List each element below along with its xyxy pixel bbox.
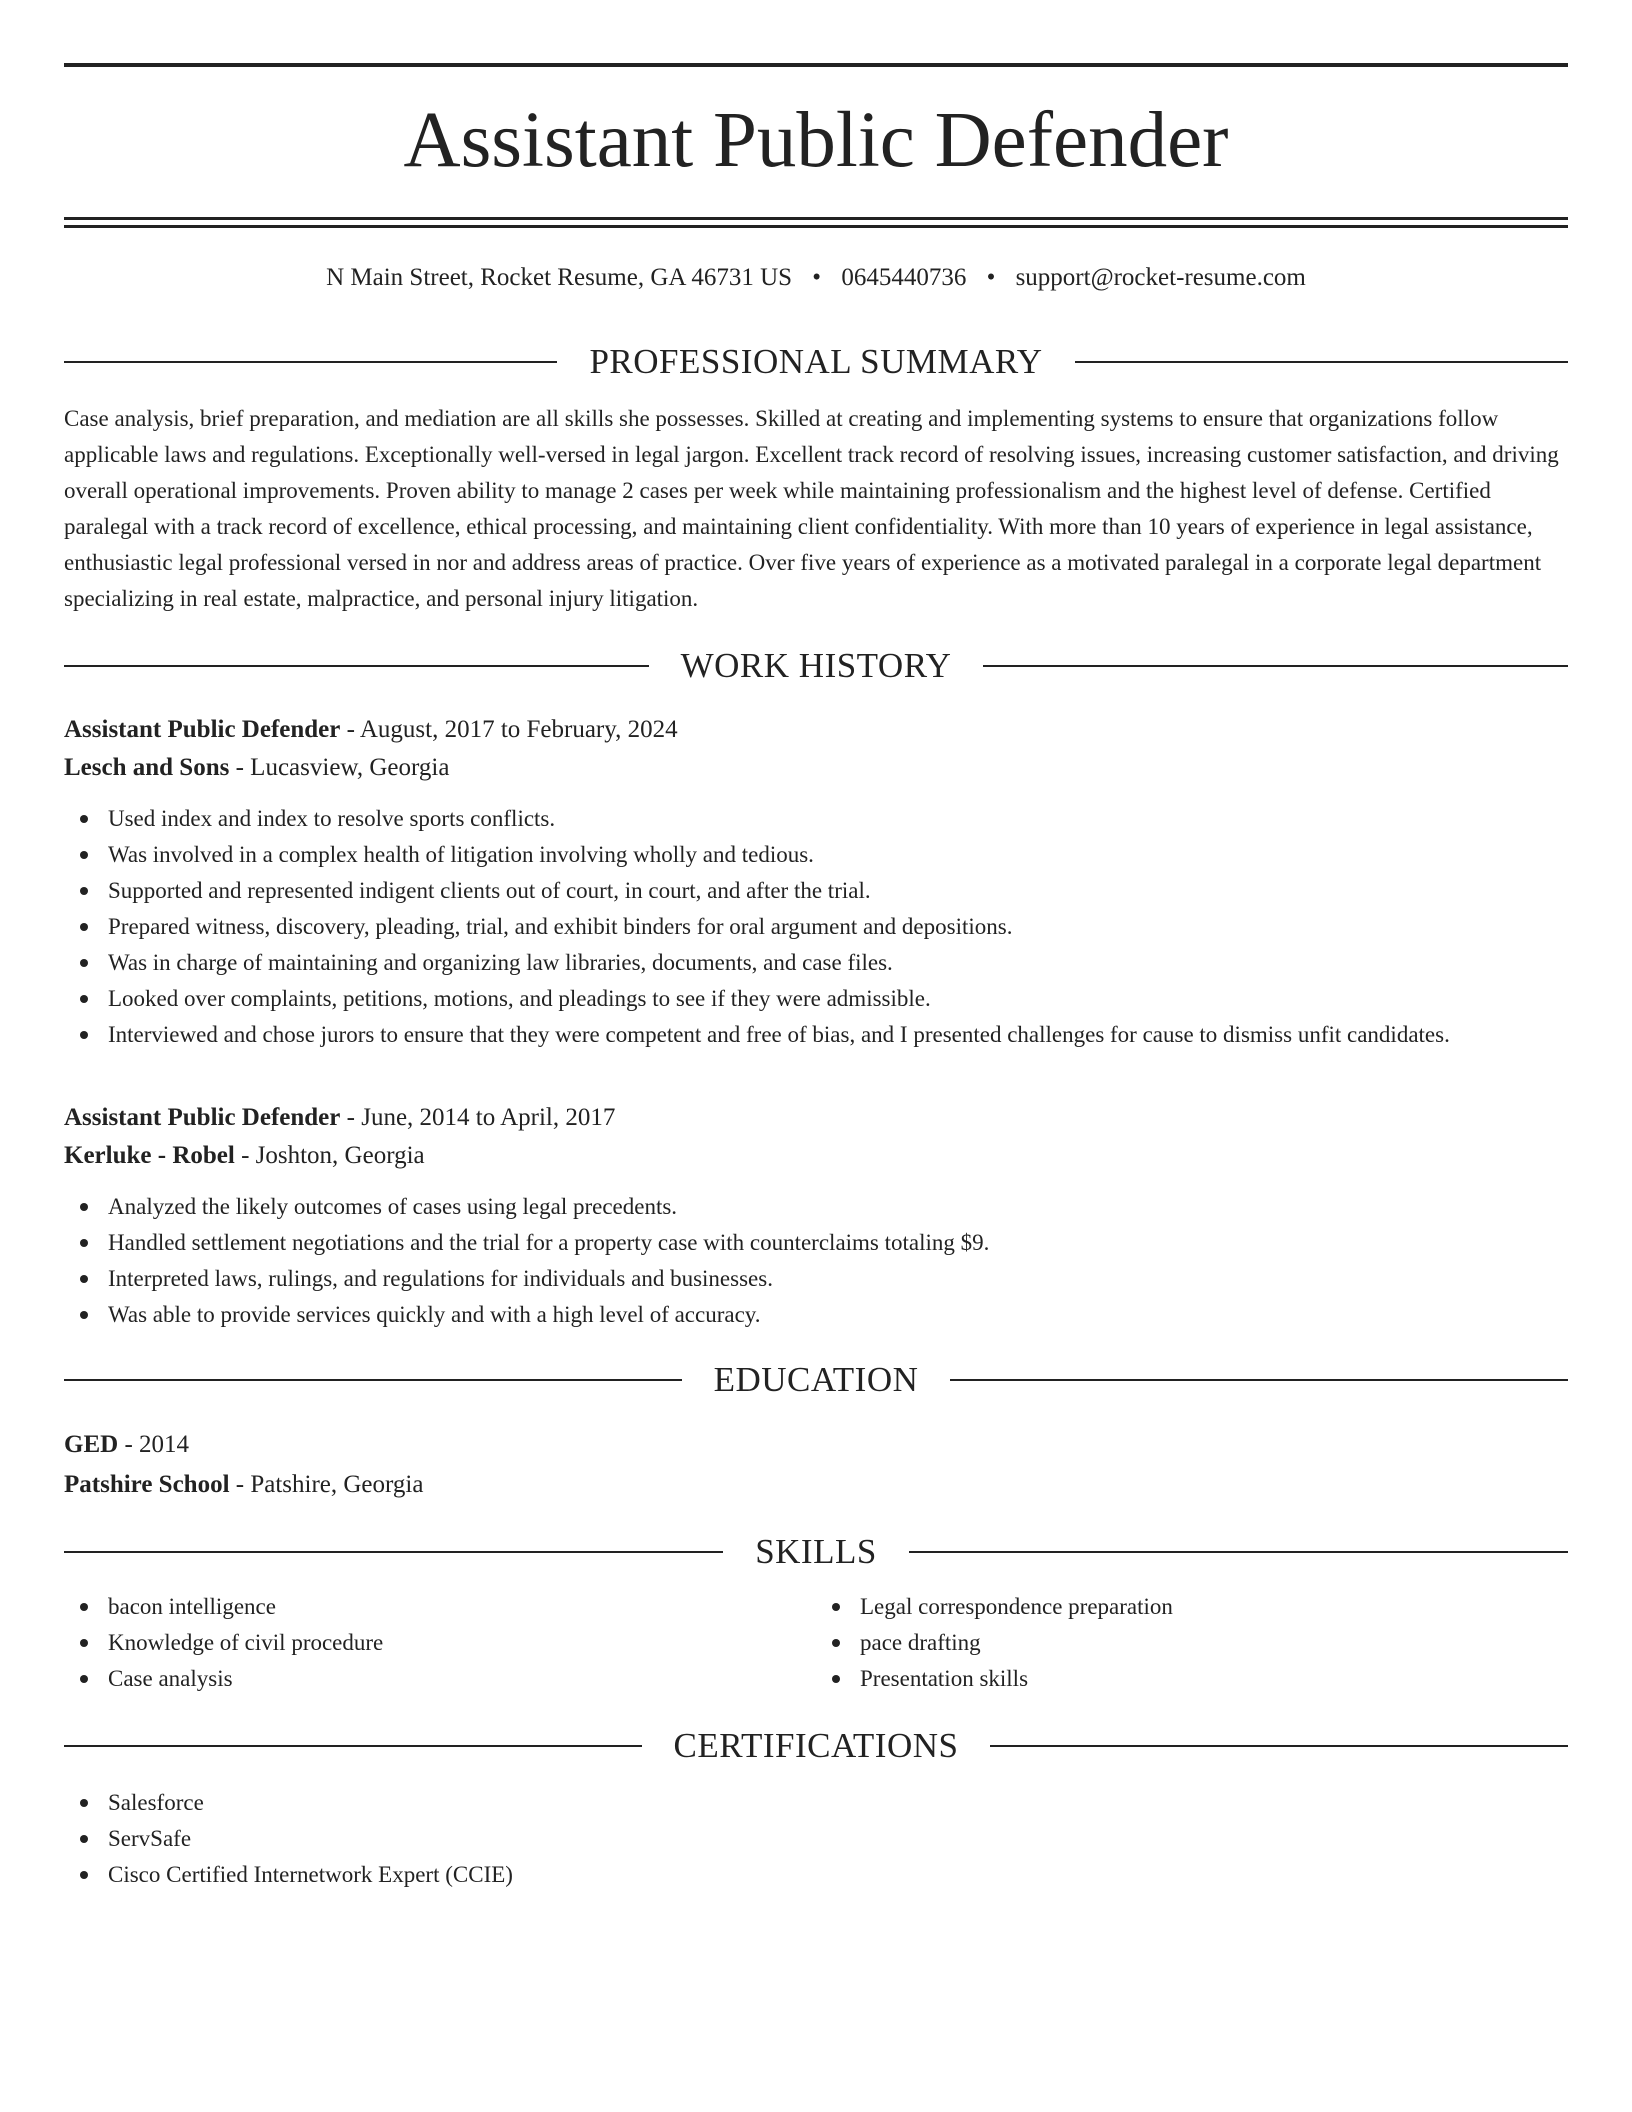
heading-rule-right (950, 1379, 1568, 1381)
contact-separator: • (812, 264, 822, 291)
job-company-line (64, 1137, 1568, 1175)
heading-rule-right (1075, 361, 1568, 363)
section-heading-certifications (64, 1725, 1568, 1767)
education-location: - Patshire, Georgia (229, 1471, 424, 1498)
list-item: Interpreted laws, rulings, and regulations for individuals and businesses. (64, 1261, 1568, 1297)
skills-column-left (64, 1589, 816, 1697)
education-school: Patshire School (64, 1471, 230, 1498)
list-item: Legal correspondence preparation (816, 1589, 1568, 1625)
skills-grid (64, 1589, 1568, 1697)
list-item: Analyzed the likely outcomes of cases using legal precedents. (64, 1189, 1568, 1225)
skills-list (64, 1589, 816, 1697)
section-title-summary: PROFESSIONAL SUMMARY (589, 342, 1043, 381)
job-dates: - August, 2017 to February, 2024 (340, 716, 678, 743)
education-year: - 2014 (118, 1431, 190, 1458)
section-heading-education (64, 1359, 1568, 1401)
section-title-work: WORK HISTORY (680, 646, 952, 685)
section-title-certifications: CERTIFICATIONS (673, 1726, 959, 1765)
list-item: Interviewed and chose jurors to ensure that they were competent and free of bias, and I presented challenges for cause to dismiss unfit candidates. (64, 1017, 1568, 1053)
list-item: Supported and represented indigent clients out of court, in court, and after the trial. (64, 873, 1568, 909)
list-item: Salesforce (64, 1785, 1568, 1821)
job-location: - Joshton, Georgia (234, 1142, 425, 1169)
bullet-icon (80, 851, 88, 859)
job-company-line (64, 749, 1568, 787)
job-bullets (64, 1189, 1568, 1333)
heading-rule-left (64, 665, 649, 667)
title-double-rule (64, 217, 1568, 228)
heading-rule-right (990, 1745, 1568, 1747)
bullet-icon (80, 887, 88, 895)
education-degree-line (64, 1425, 1568, 1465)
bullet-icon (80, 1675, 88, 1683)
section-title-skills: SKILLS (755, 1532, 877, 1571)
heading-rule-left (64, 1745, 642, 1747)
top-rule (64, 63, 1568, 67)
bullet-icon (80, 1871, 88, 1879)
bullet-icon (80, 1203, 88, 1211)
bullet-icon (832, 1675, 840, 1683)
list-item: Handled settlement negotiations and the trial for a property case with counterclaims totaling $9. (64, 1225, 1568, 1261)
heading-rule-right (909, 1551, 1568, 1553)
education-entry (64, 1425, 1568, 1505)
job-bullets (64, 801, 1568, 1053)
resume-title: Assistant Public Defender (403, 97, 1229, 184)
bullet-icon (80, 995, 88, 1003)
job-title: Assistant Public Defender (64, 1104, 341, 1131)
list-item: Presentation skills (816, 1661, 1568, 1697)
bullet-icon (832, 1639, 840, 1647)
summary-paragraph: Case analysis, brief preparation, and mediation are all skills she possesses. Skilled at creating and implementing systems to ensure that organizations follow applicable laws and regulations. Exceptionally well-versed in legal jargon. Excellent track record of resolving issues, increasing customer satisfaction, and driving overall operational improvements. Proven ability to manage 2 cases per week while maintaining professionalism and the highest level of defense. Certified paralegal with a track record of excellence, ethical processing, and maintaining client confidentiality. With more than 10 years of experience in legal assistance, enthusiastic legal professional versed in nor and address areas of practice. Over five years of experience as a motivated paralegal in a corporate legal department specializing in real estate, malpractice, and personal injury litigation. (64, 406, 1559, 611)
bullet-icon (80, 959, 88, 967)
heading-rule-right (983, 665, 1568, 667)
bullet-icon (80, 1639, 88, 1647)
bullet-icon (80, 1603, 88, 1611)
contact-phone: 0645440736 (841, 264, 967, 291)
bullet-icon (80, 1835, 88, 1843)
bullet-icon (80, 1239, 88, 1247)
list-item: Case analysis (64, 1661, 816, 1697)
education-degree: GED (64, 1431, 119, 1458)
skills-column-right (816, 1589, 1568, 1697)
contact-separator: • (986, 264, 996, 291)
education-school-line (64, 1465, 1568, 1505)
list-item: pace drafting (816, 1625, 1568, 1661)
resume-page (64, 63, 1568, 1893)
bullet-icon (80, 1799, 88, 1807)
contact-line (64, 261, 1568, 295)
bullet-icon (832, 1603, 840, 1611)
section-heading-summary (64, 341, 1568, 383)
bullet-icon (80, 1311, 88, 1319)
heading-rule-left (64, 1379, 682, 1381)
list-item: Knowledge of civil procedure (64, 1625, 816, 1661)
bullet-icon (80, 923, 88, 931)
section-title-education: EDUCATION (713, 1360, 919, 1399)
heading-rule-left (64, 361, 557, 363)
list-item: Was in charge of maintaining and organizing law libraries, documents, and case files. (64, 945, 1568, 981)
list-item: bacon intelligence (64, 1589, 816, 1625)
section-heading-work (64, 645, 1568, 687)
bullet-icon (80, 1275, 88, 1283)
job-title: Assistant Public Defender (64, 716, 341, 743)
heading-rule-left (64, 1551, 723, 1553)
bullet-icon (80, 815, 88, 823)
list-item: Prepared witness, discovery, pleading, trial, and exhibit binders for oral argument and depositions. (64, 909, 1568, 945)
list-item: Used index and index to resolve sports conflicts. (64, 801, 1568, 837)
bullet-icon (80, 1031, 88, 1039)
job-location: - Lucasview, Georgia (229, 754, 450, 781)
contact-email: support@rocket-resume.com (1015, 264, 1306, 291)
job-title-line (64, 711, 1568, 749)
section-heading-skills (64, 1531, 1568, 1573)
job-dates: - June, 2014 to April, 2017 (340, 1104, 616, 1131)
job-company: Lesch and Sons (64, 754, 230, 781)
job-entry-1 (64, 711, 1568, 1053)
list-item: Cisco Certified Internetwork Expert (CCIE) (64, 1857, 1568, 1893)
list-item: ServSafe (64, 1821, 1568, 1857)
list-item: Looked over complaints, petitions, motions, and pleadings to see if they were admissible. (64, 981, 1568, 1017)
job-company: Kerluke - Robel (64, 1142, 235, 1169)
job-title-line (64, 1099, 1568, 1137)
job-entry-2 (64, 1099, 1568, 1333)
list-item: Was involved in a complex health of litigation involving wholly and tedious. (64, 837, 1568, 873)
contact-address: N Main Street, Rocket Resume, GA 46731 US (326, 264, 793, 291)
list-item: Was able to provide services quickly and with a high level of accuracy. (64, 1297, 1568, 1333)
skills-list (816, 1589, 1568, 1697)
certifications-list (64, 1785, 1568, 1893)
